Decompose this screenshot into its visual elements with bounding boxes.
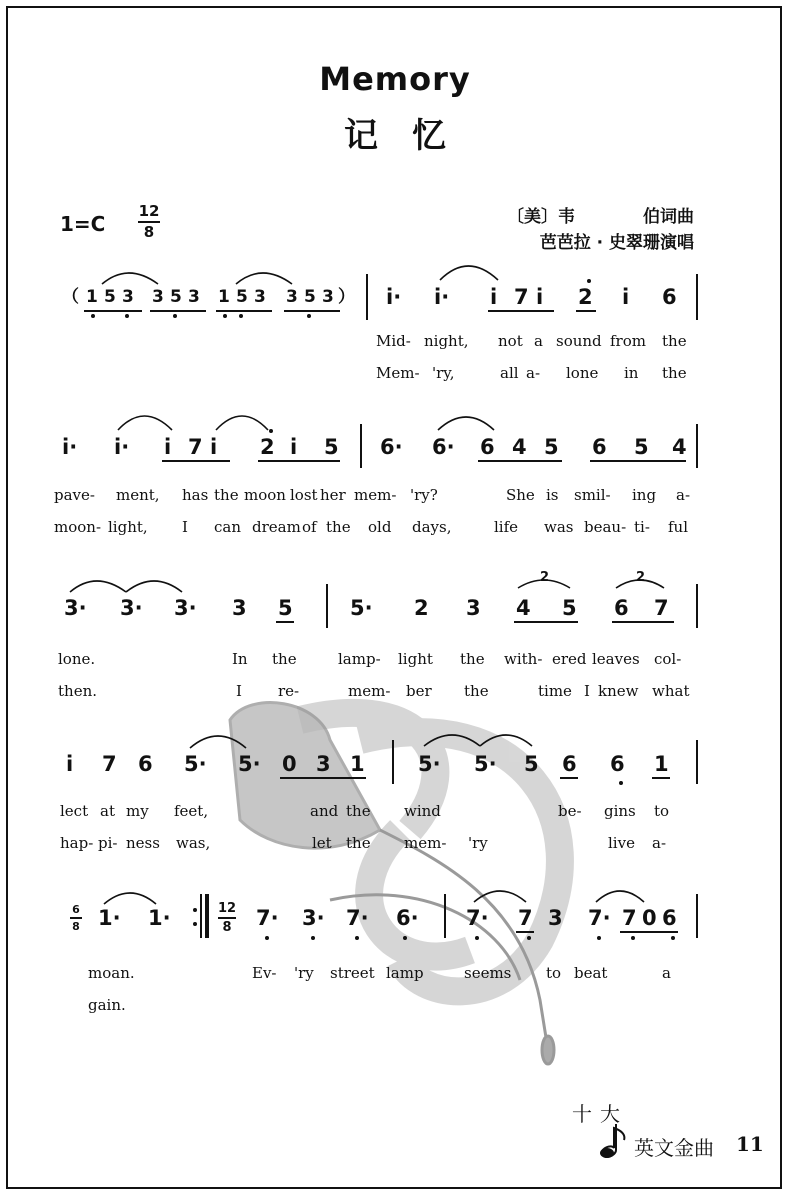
note: i — [66, 752, 74, 776]
lyric: knew — [598, 682, 639, 700]
low-octave-dot — [311, 936, 315, 940]
footer-series-top: 十大 — [572, 1102, 628, 1126]
lyric: mem- — [354, 486, 397, 504]
lyric: pi- — [98, 834, 118, 852]
note: i — [210, 435, 218, 459]
time-signature-return-denominator: 8 — [222, 920, 232, 935]
note: 3 — [254, 287, 266, 307]
lyric: feet, — [174, 802, 209, 820]
slur — [474, 891, 526, 902]
note: 7 — [102, 752, 117, 776]
lyric: has — [182, 486, 209, 504]
high-octave-dot — [587, 279, 591, 283]
lyric: to — [546, 964, 562, 982]
low-octave-dot — [355, 936, 359, 940]
credit-singer: 芭芭拉 · 史翠珊演唱 — [539, 233, 694, 253]
note: （ — [62, 287, 79, 307]
note: 3 — [188, 287, 200, 307]
lyric: street — [330, 964, 375, 982]
lyric: Ev- — [252, 964, 277, 982]
note: 2 — [414, 596, 429, 620]
lyric: beat — [574, 964, 608, 982]
note: 4 — [516, 596, 531, 620]
lyric: to — [654, 802, 670, 820]
lyric: not — [498, 332, 523, 350]
lyric: pave- — [54, 486, 95, 504]
note: 5 — [544, 435, 559, 459]
note: 1 — [654, 752, 669, 776]
slur — [236, 273, 292, 284]
note: 6 — [614, 596, 629, 620]
time-signature-numerator: 12 — [138, 204, 160, 223]
slur — [126, 581, 182, 592]
slur — [102, 273, 158, 284]
note: 6 — [592, 435, 607, 459]
note: 4 — [512, 435, 527, 459]
tuplet-mark: 2 — [636, 570, 646, 585]
lyric: lone — [566, 364, 599, 382]
lyric: what — [652, 682, 690, 700]
note: 3 — [466, 596, 481, 620]
lyric: with- — [504, 650, 543, 668]
lyric: mem- — [404, 834, 447, 852]
note: i· — [434, 285, 450, 309]
note: 2 — [578, 285, 593, 309]
note: 5 — [524, 752, 539, 776]
slur — [616, 580, 664, 588]
note: 3 — [548, 906, 563, 930]
lyric: smil- — [574, 486, 611, 504]
note: 1· — [98, 906, 121, 930]
lyric: 'ry? — [410, 486, 438, 504]
note: 7 — [188, 435, 203, 459]
lyric: of — [302, 518, 317, 536]
page-number: 11 — [736, 1132, 764, 1156]
low-octave-dot — [125, 314, 129, 318]
lyric: night, — [424, 332, 469, 350]
music-note-icon — [594, 1122, 630, 1162]
note: 3 — [122, 287, 134, 307]
lyric: ti- — [634, 518, 650, 536]
lyric: ered — [552, 650, 587, 668]
lyric: days, — [412, 518, 452, 536]
lyric: I — [182, 518, 188, 536]
lyric: gins — [604, 802, 636, 820]
low-octave-dot — [91, 314, 95, 318]
lyric: re- — [278, 682, 300, 700]
note: i — [164, 435, 172, 459]
slur — [118, 416, 172, 430]
note: 6· — [396, 906, 419, 930]
lyric: life — [494, 518, 519, 536]
lyric: live — [608, 834, 635, 852]
note: 3 — [316, 752, 331, 776]
lyric: old — [368, 518, 392, 536]
slur — [518, 580, 570, 588]
lyric: her — [320, 486, 346, 504]
note: 3 — [322, 287, 334, 307]
note: i· — [114, 435, 130, 459]
lyric: was — [544, 518, 574, 536]
note: i — [290, 435, 298, 459]
lyric: and — [310, 802, 339, 820]
note: 0 — [642, 906, 657, 930]
lyric: seems — [464, 964, 512, 982]
lyric: the — [214, 486, 239, 504]
slur — [438, 417, 494, 430]
slur — [190, 736, 246, 748]
note: 5· — [418, 752, 441, 776]
lyric: ber — [406, 682, 432, 700]
low-octave-dot — [223, 314, 227, 318]
lyric: a- — [526, 364, 541, 382]
lyric: the — [662, 332, 687, 350]
note: 3· — [302, 906, 325, 930]
low-octave-dot — [527, 936, 531, 940]
note: 7 — [622, 906, 637, 930]
note: 5 — [170, 287, 182, 307]
lyric: time — [538, 682, 572, 700]
note: 5 — [562, 596, 577, 620]
lyric: is — [546, 486, 559, 504]
lyric: the — [464, 682, 489, 700]
note: 7· — [346, 906, 369, 930]
note: 6 — [610, 752, 625, 776]
note: 6 — [562, 752, 577, 776]
low-octave-dot — [597, 936, 601, 940]
lyric: 'ry, — [432, 364, 455, 382]
note: 5 — [324, 435, 339, 459]
lyric: a- — [676, 486, 691, 504]
lyric: moon- — [54, 518, 102, 536]
note: 6 — [662, 285, 677, 309]
low-octave-dot — [173, 314, 177, 318]
lyric: dream — [252, 518, 301, 536]
note: 7 — [654, 596, 669, 620]
lyric: beau- — [584, 518, 627, 536]
lyric: wind — [404, 802, 441, 820]
lyric: col- — [654, 650, 682, 668]
lyric: a — [662, 964, 671, 982]
lyric: lone. — [58, 650, 96, 668]
note: 0 — [282, 752, 297, 776]
note: 7 — [514, 285, 529, 309]
lyric: I — [584, 682, 590, 700]
note: 6 — [480, 435, 495, 459]
note: ） — [338, 287, 355, 307]
note: 3 — [232, 596, 247, 620]
lyric: 'ry — [294, 964, 314, 982]
note: 5· — [350, 596, 373, 620]
title-english: Memory — [319, 60, 471, 98]
lyric: lamp — [386, 964, 424, 982]
lyric: the — [346, 834, 371, 852]
slur — [440, 266, 498, 280]
lyric: Mem- — [376, 364, 420, 382]
lyric: at — [100, 802, 115, 820]
lyric: from — [610, 332, 646, 350]
lyric: can — [214, 518, 242, 536]
note: 7· — [256, 906, 279, 930]
lyric: let — [312, 834, 332, 852]
note: 3· — [120, 596, 143, 620]
note: i — [622, 285, 630, 309]
slur — [216, 416, 268, 430]
note: 1 — [350, 752, 365, 776]
low-octave-dot — [265, 936, 269, 940]
title-chinese: 记忆 — [344, 116, 480, 156]
note: 5 — [634, 435, 649, 459]
note: 5 — [236, 287, 248, 307]
note: 5· — [474, 752, 497, 776]
lyric: in — [624, 364, 639, 382]
note: 5 — [278, 596, 293, 620]
note: 4 — [672, 435, 687, 459]
lyric: gain. — [88, 996, 126, 1014]
note: 2 — [260, 435, 275, 459]
lyric: the — [272, 650, 297, 668]
note: 3 — [286, 287, 298, 307]
note: i — [490, 285, 498, 309]
low-octave-dot — [619, 781, 623, 785]
time-signature-change-numerator: 6 — [70, 904, 82, 919]
lyric: ful — [668, 518, 689, 536]
note: 7 — [518, 906, 533, 930]
low-octave-dot — [475, 936, 479, 940]
time-signature-change-denominator: 8 — [72, 920, 80, 933]
lyric: light, — [108, 518, 148, 536]
lyric: the — [346, 802, 371, 820]
lyric: the — [460, 650, 485, 668]
note: 5· — [184, 752, 207, 776]
time-signature-denominator: 8 — [143, 223, 155, 241]
lyric: She — [506, 486, 535, 504]
low-octave-dot — [403, 936, 407, 940]
lyric: then. — [58, 682, 97, 700]
note: 7· — [466, 906, 489, 930]
note: 1· — [148, 906, 171, 930]
lyric: sound — [556, 332, 602, 350]
lyric: In — [232, 650, 248, 668]
low-octave-dot — [307, 314, 311, 318]
note: 6 — [662, 906, 677, 930]
lyric: Mid- — [376, 332, 411, 350]
note: 7· — [588, 906, 611, 930]
lyric: a- — [652, 834, 667, 852]
lyric: I — [236, 682, 242, 700]
low-octave-dot — [671, 936, 675, 940]
lyric: the — [326, 518, 351, 536]
slur — [596, 891, 644, 902]
lyric: lect — [60, 802, 89, 820]
slur — [70, 581, 126, 592]
note: 5 — [104, 287, 116, 307]
low-octave-dot — [631, 936, 635, 940]
lyric: leaves — [592, 650, 640, 668]
lyric: lamp- — [338, 650, 381, 668]
note: 6 — [138, 752, 153, 776]
high-octave-dot — [269, 429, 273, 433]
lyric: light — [398, 650, 433, 668]
note: 6· — [432, 435, 455, 459]
lyric: be- — [558, 802, 582, 820]
note: i — [536, 285, 544, 309]
lyric: all — [500, 364, 519, 382]
key-signature: 1=C — [60, 212, 106, 236]
lyric: ment, — [116, 486, 160, 504]
note: 6· — [380, 435, 403, 459]
note: i· — [386, 285, 402, 309]
lyric: the — [662, 364, 687, 382]
note: 1 — [218, 287, 230, 307]
time-signature-return-numerator: 12 — [218, 902, 236, 919]
lyric: ing — [632, 486, 657, 504]
tuplet-mark: 2 — [540, 570, 550, 585]
lyric: mem- — [348, 682, 391, 700]
lyric: was, — [176, 834, 211, 852]
low-octave-dot — [239, 314, 243, 318]
lyric: 'ry — [468, 834, 488, 852]
note: 3 — [152, 287, 164, 307]
note: 3· — [174, 596, 197, 620]
note: 5· — [238, 752, 261, 776]
lyric: moan. — [88, 964, 135, 982]
lyric: ness — [126, 834, 160, 852]
slur — [104, 893, 156, 904]
lyric: a — [534, 332, 543, 350]
lyric: lost — [290, 486, 318, 504]
note: i· — [62, 435, 78, 459]
footer-series-bottom: 英文金曲 — [634, 1136, 714, 1160]
slur — [424, 735, 480, 746]
credit-composer: 〔美〕韦 伯词曲 — [507, 207, 694, 227]
lyric: my — [126, 802, 149, 820]
note: 3· — [64, 596, 87, 620]
note: 1 — [86, 287, 98, 307]
lyric: moon — [244, 486, 286, 504]
slur — [480, 735, 532, 746]
lyric: hap- — [60, 834, 94, 852]
note: 5 — [304, 287, 316, 307]
